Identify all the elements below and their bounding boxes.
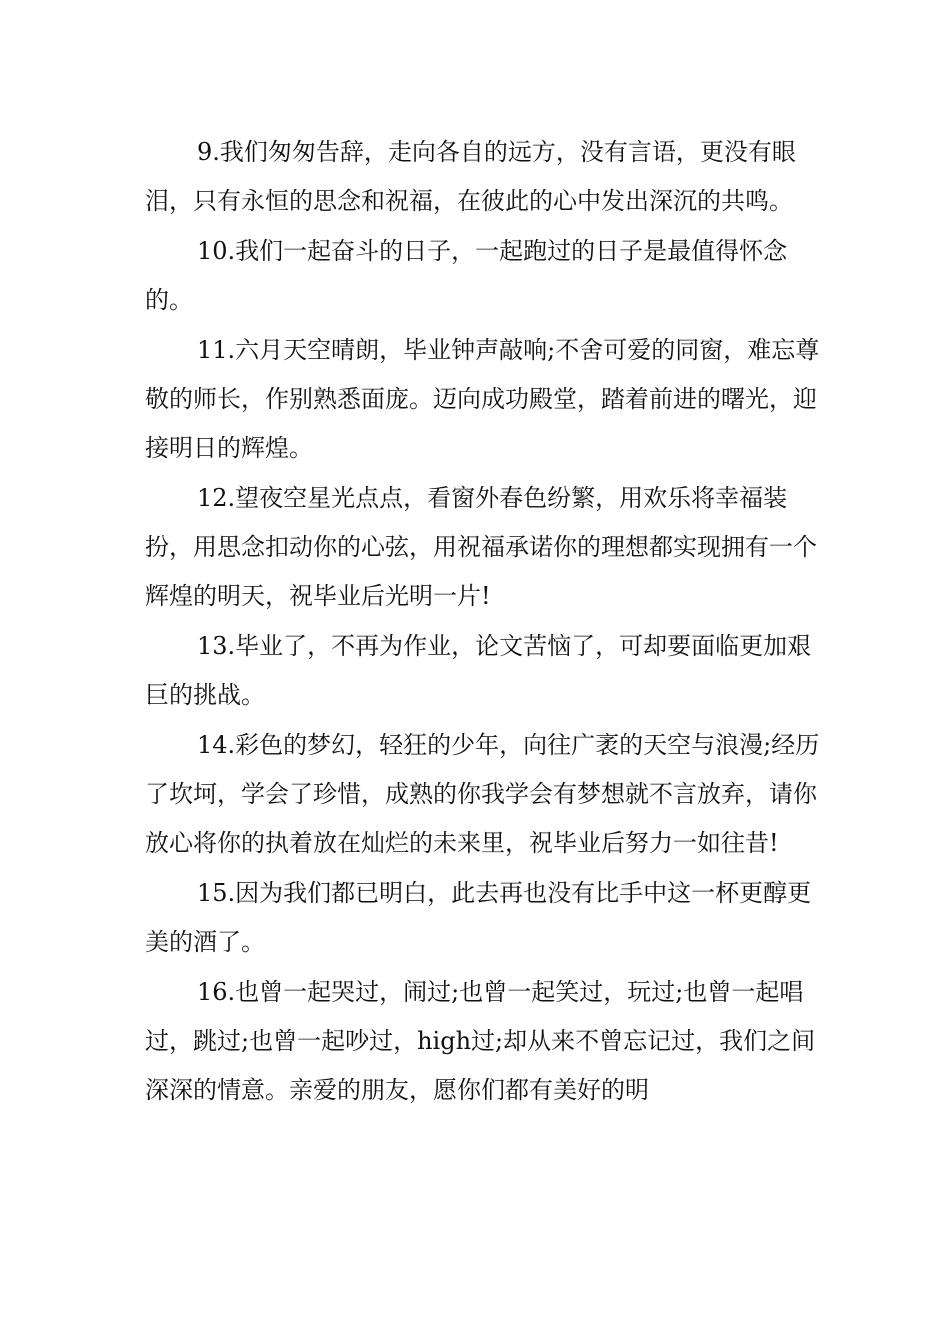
paragraph-16: 16.也曾一起哭过，闹过;也曾一起笑过，玩过;也曾一起唱过，跳过;也曾一起吵过，high过;却从来不曾忘记过，我们之间深深的情意。亲爱的朋友，愿你们都有美好的明 xyxy=(145,978,816,1104)
paragraph-12: 12.望夜空星光点点，看窗外春色纷繁，用欢乐将幸福装扮，用思念扣动你的心弦，用祝福承诺你的理想都实现拥有一个辉煌的明天，祝毕业后光明一片! xyxy=(145,484,817,610)
paragraph-11: 11.六月天空晴朗，毕业钟声敲响;不舍可爱的同窗，难忘尊敬的师长，作别熟悉面庞。迈向成功殿堂，踏着前进的曙光，迎接明日的辉煌。 xyxy=(145,336,820,462)
paragraph-13: 13.毕业了，不再为作业，论文苦恼了，可却要面临更加艰巨的挑战。 xyxy=(145,632,812,709)
paragraph-15: 15.因为我们都已明白，此去再也没有比手中这一杯更醇更美的酒了。 xyxy=(145,879,812,956)
paragraph-14: 14.彩色的梦幻，轻狂的少年，向往广袤的天空与浪漫;经历了坎坷，学会了珍惜，成熟的你我学会有梦想就不言放弃，请你放心将你的执着放在灿烂的未来里，祝毕业后努力一如往昔! xyxy=(145,731,820,857)
document-page xyxy=(145,128,825,1116)
paragraph-9: 9.我们匆匆告辞，走向各自的远方，没有言语，更没有眼泪，只有永恒的思念和祝福，在彼此的心中发出深沉的共鸣。 xyxy=(145,138,796,215)
paragraph-10: 10.我们一起奋斗的日子，一起跑过的日子是最值得怀念的。 xyxy=(145,237,788,314)
